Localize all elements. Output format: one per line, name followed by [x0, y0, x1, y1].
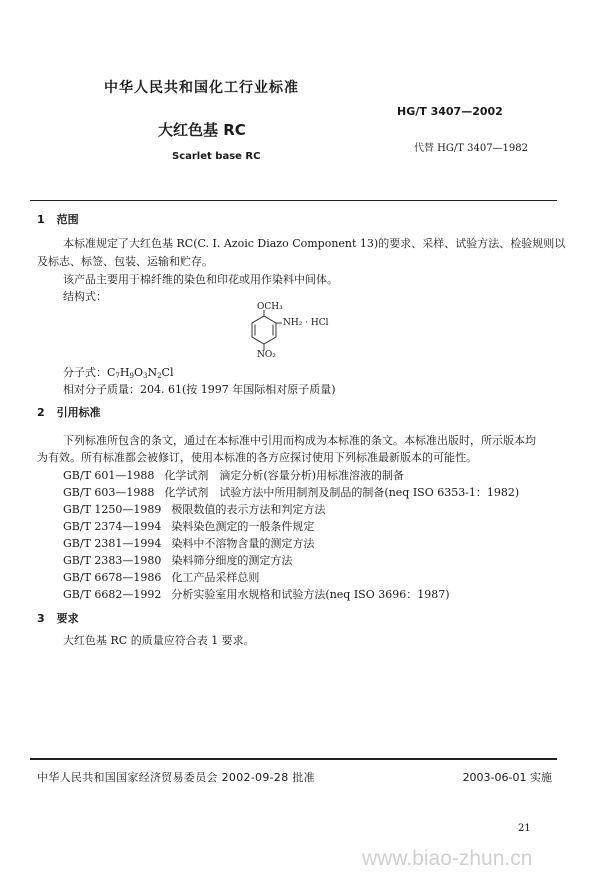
site-watermark: www.biao-zhun.cn — [362, 847, 533, 870]
reference-title: 染料染色测定的一般条件规定 — [171, 520, 315, 533]
reference-item — [63, 467, 404, 483]
requirements-text: 大红色基 RC 的质量应符合表 1 要求。 — [63, 634, 255, 647]
reference-code: GB/T 601—1988 — [63, 469, 155, 482]
section-number: 2 — [37, 406, 45, 419]
section-number: 3 — [37, 612, 45, 625]
reference-code: GB/T 2381—1994 — [63, 537, 162, 550]
approval-info: 中华人民共和国国家经济贸易委员会 2002-09-28 批准 — [37, 771, 315, 784]
scope-paragraph-line-2: 及标志、标签、包装、运输和贮存。 — [37, 255, 213, 268]
standard-type-heading: 中华人民共和国化工行业标准 — [104, 80, 299, 96]
reference-item — [63, 501, 325, 517]
section-title: 范围 — [56, 213, 79, 226]
molecular-formula — [63, 364, 173, 380]
reference-code: GB/T 603—1988 — [63, 486, 155, 499]
replaces-standard: 代替 HG/T 3407—1982 — [414, 143, 529, 154]
reference-code: GB/T 2374—1994 — [63, 520, 162, 533]
reference-item — [63, 569, 259, 585]
reference-item — [63, 552, 292, 568]
references-intro-line-2: 为有效。所有标准都会被修订，使用本标准的各方应探讨使用下列标准最新版本的可能性。 — [37, 451, 477, 464]
formula-count-o: 3 — [142, 372, 148, 380]
section-2-heading — [37, 404, 101, 420]
reference-item — [63, 484, 519, 500]
section-title: 引用标准 — [56, 406, 101, 419]
standard-code: HG/T 3407—2002 — [397, 105, 503, 118]
reference-title: 染料筛分细度的测定方法 — [171, 554, 293, 567]
reference-title: 化工产品采样总则 — [171, 571, 260, 584]
section-title: 要求 — [56, 612, 79, 625]
formula-element-n: N — [147, 366, 158, 379]
formula-label: 分子式： — [63, 366, 107, 379]
molecular-mass: 相对分子质量：204. 61(按 1997 年国际相对原子质量) — [63, 383, 336, 396]
document-title-english: Scarlet base RC — [172, 151, 261, 162]
reference-item — [63, 535, 314, 551]
references-intro-line-1: 下列标准所包含的条文，通过在本标准中引用而构成为本标准的条文。本标准出版时，所示版本均 — [63, 434, 536, 447]
scope-paragraph-line-1: 本标准规定了大红色基 RC(C. I. Azoic Diazo Component 13)的要求、采样、试验方法、检验规则以 — [63, 237, 566, 250]
header-divider — [30, 200, 557, 201]
section-3-heading — [37, 610, 79, 626]
section-1-heading — [37, 211, 79, 227]
reference-title: 化学试剂 试验方法中所用制剂及制品的制备(neq ISO 6353-1：1982) — [164, 486, 520, 499]
reference-title: 化学试剂 滴定分析(容量分析)用标准溶液的制备 — [164, 469, 404, 482]
footer-divider — [30, 758, 557, 760]
methoxy-group-label: OCH₃ — [257, 302, 283, 312]
reference-title: 分析实验室用水规格和试验方法(neq ISO 3696：1987) — [171, 588, 450, 601]
nitro-group-label: NO₂ — [257, 350, 276, 360]
structure-label: 结构式： — [63, 290, 107, 303]
formula-count-n: 2 — [157, 372, 162, 380]
document-title: 大红色基 RC — [158, 121, 246, 139]
structural-formula-diagram — [230, 302, 350, 364]
reference-title: 染料中不溶物含量的测定方法 — [171, 537, 315, 550]
reference-code: GB/T 6682—1992 — [63, 588, 162, 601]
reference-item — [63, 586, 450, 602]
formula-element-o: O — [133, 366, 143, 379]
reference-code: GB/T 6678—1986 — [63, 571, 162, 584]
formula-element-cl: Cl — [161, 366, 174, 379]
formula-element-c: C — [107, 366, 116, 379]
reference-title: 极限数值的表示方法和判定方法 — [171, 503, 326, 516]
formula-count-c: 7 — [115, 372, 120, 380]
formula-count-h: 9 — [129, 372, 134, 380]
formula-element-h: H — [119, 366, 130, 379]
reference-code: GB/T 2383—1980 — [63, 554, 162, 567]
scope-usage-paragraph: 该产品主要用于棉纤维的染色和印花或用作染料中间体。 — [63, 273, 338, 286]
reference-code: GB/T 1250—1989 — [63, 503, 162, 516]
page-number: 21 — [518, 823, 531, 834]
reference-item — [63, 518, 314, 534]
benzene-ring — [252, 310, 282, 350]
section-number: 1 — [37, 213, 45, 226]
amine-hcl-group-label: NH₂ · HCl — [283, 318, 329, 328]
implementation-date: 2003-06-01 实施 — [462, 771, 552, 784]
